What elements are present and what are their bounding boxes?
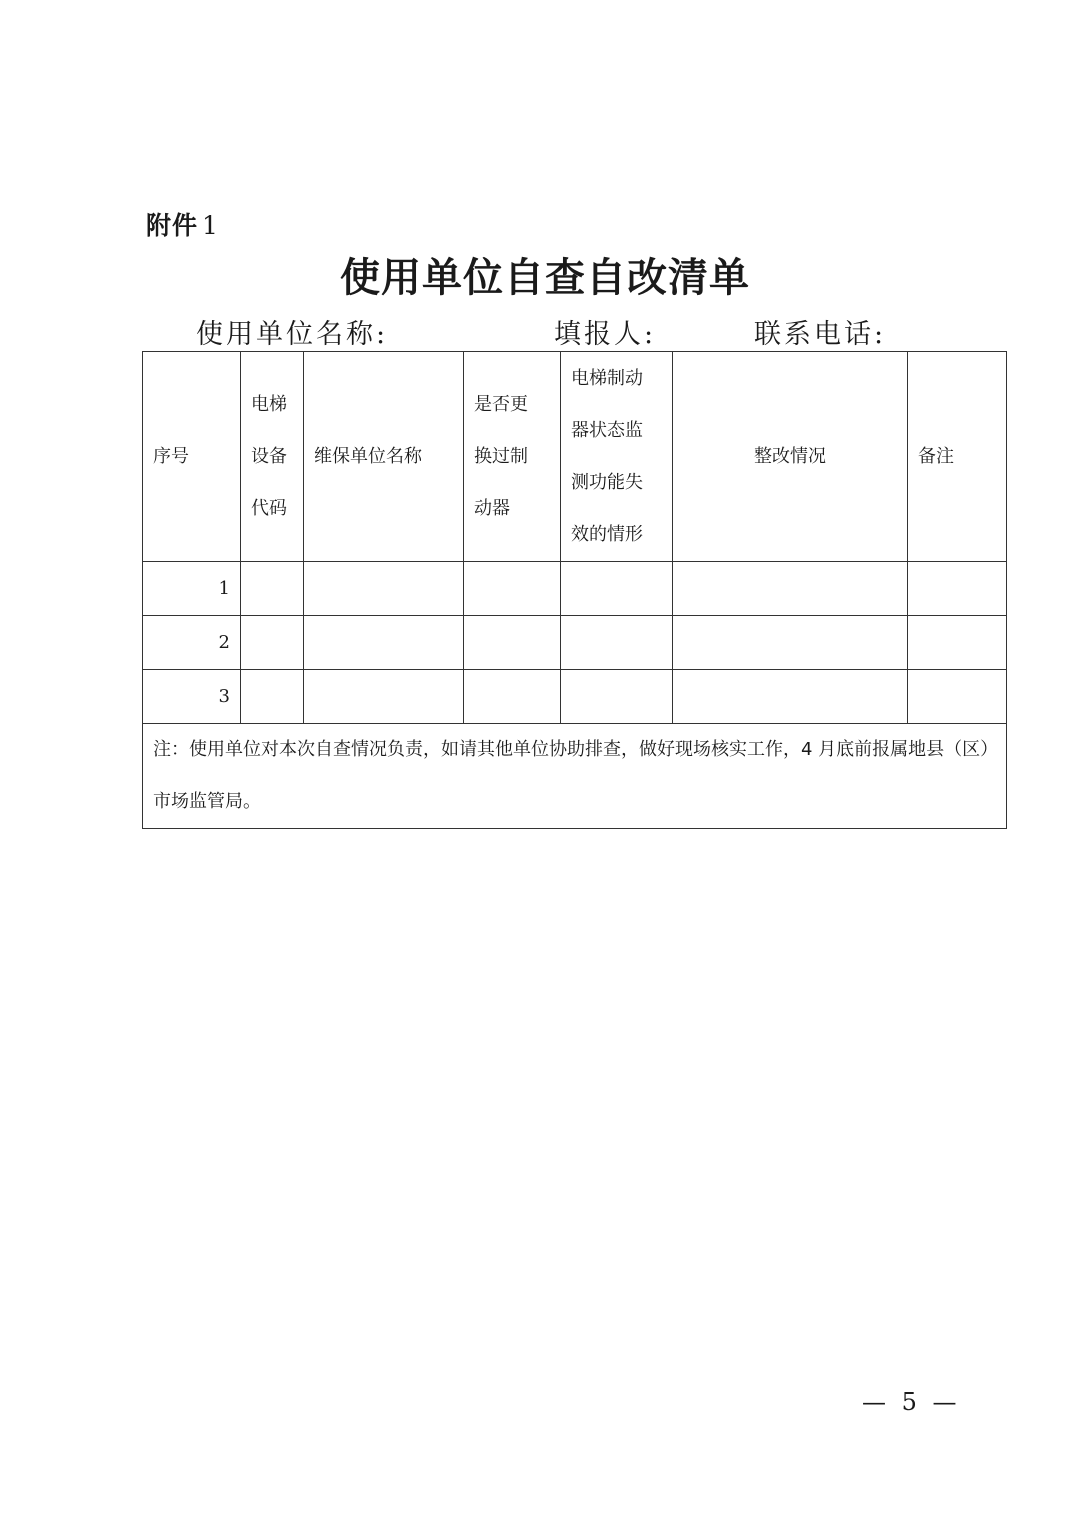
table-row — [143, 616, 1007, 670]
header-brake-replaced-line: 换过制 — [474, 445, 528, 467]
header-brake-monitor-line: 电梯制动 — [571, 367, 643, 389]
header-brake-replaced-line: 是否更 — [474, 393, 528, 415]
cell-brake-monitor[interactable] — [561, 670, 673, 724]
page-title: 使用单位自查自改清单 — [340, 254, 750, 301]
cell-brake-replaced[interactable] — [464, 562, 561, 616]
table-row — [143, 670, 1007, 724]
row-seq: 2 — [143, 616, 241, 670]
cell-elevator-code[interactable] — [241, 670, 304, 724]
header-remarks: 备注 — [908, 352, 1007, 562]
header-elevator-code-line: 电梯 — [251, 393, 287, 415]
cell-brake-monitor[interactable] — [561, 562, 673, 616]
cell-brake-replaced[interactable] — [464, 670, 561, 724]
cell-remarks[interactable] — [908, 670, 1007, 724]
page-number: — 5 — — [862, 1388, 961, 1416]
header-brake-monitor — [561, 352, 673, 562]
row-seq: 3 — [143, 670, 241, 724]
self-check-table — [142, 351, 1007, 829]
cell-remarks[interactable] — [908, 562, 1007, 616]
header-elevator-code — [241, 352, 304, 562]
table-header-row — [143, 352, 1007, 562]
cell-rectification[interactable] — [673, 562, 908, 616]
phone-label: 联系电话: — [754, 319, 887, 350]
table-note-row — [143, 724, 1007, 829]
header-rectification: 整改情况 — [673, 352, 908, 562]
table-row — [143, 562, 1007, 616]
cell-maintenance-unit[interactable] — [304, 616, 464, 670]
header-elevator-code-line: 代码 — [251, 497, 287, 519]
header-brake-replaced — [464, 352, 561, 562]
cell-remarks[interactable] — [908, 616, 1007, 670]
header-elevator-code-line: 设备 — [251, 445, 287, 467]
header-brake-replaced-line: 动器 — [474, 497, 510, 519]
header-brake-monitor-line: 测功能失 — [571, 471, 643, 493]
unit-name-label: 使用单位名称: — [196, 319, 389, 350]
header-seq: 序号 — [143, 352, 241, 562]
attachment-label — [146, 206, 219, 242]
cell-rectification[interactable] — [673, 670, 908, 724]
header-brake-monitor-line: 器状态监 — [571, 419, 643, 441]
cell-elevator-code[interactable] — [241, 616, 304, 670]
cell-brake-replaced[interactable] — [464, 616, 561, 670]
cell-rectification[interactable] — [673, 616, 908, 670]
table-note: 注：使用单位对本次自查情况负责，如请其他单位协助排查，做好现场核实工作，4 月底前报属地县（区）市场监管局。 — [143, 724, 1007, 829]
reporter-label: 填报人: — [554, 319, 657, 350]
attachment-text: 附件 — [146, 211, 199, 240]
cell-brake-monitor[interactable] — [561, 616, 673, 670]
header-maintenance-unit: 维保单位名称 — [304, 352, 464, 562]
cell-elevator-code[interactable] — [241, 562, 304, 616]
row-seq: 1 — [143, 562, 241, 616]
cell-maintenance-unit[interactable] — [304, 562, 464, 616]
cell-maintenance-unit[interactable] — [304, 670, 464, 724]
attachment-number: 1 — [202, 211, 219, 240]
header-brake-monitor-line: 效的情形 — [571, 523, 643, 545]
